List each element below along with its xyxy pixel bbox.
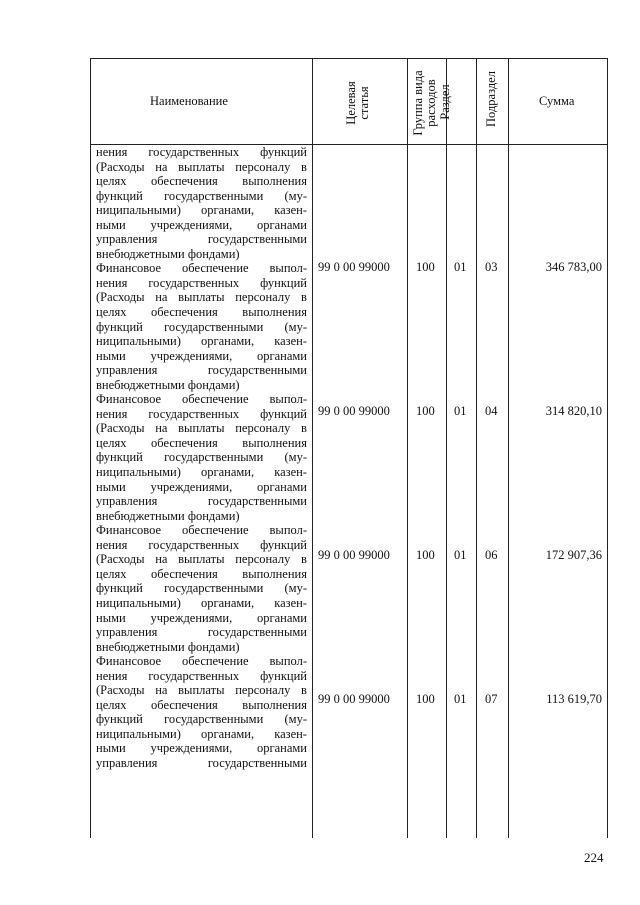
- col-divider-group: [407, 58, 408, 838]
- cell-subsection: 06: [485, 548, 498, 562]
- table-right-border: [607, 58, 608, 838]
- cell-section: 01: [454, 548, 467, 562]
- page-number: 224: [584, 850, 604, 865]
- header-section: Раздел: [438, 84, 452, 120]
- cell-section: 01: [454, 260, 467, 274]
- text-line: внебюджетными фондами): [96, 377, 240, 392]
- text-line: нения государственных функций: [96, 145, 307, 159]
- header-sum: Сумма: [539, 94, 575, 108]
- header-target: Целевая статья: [344, 81, 371, 125]
- col-divider-subsection: [476, 58, 477, 838]
- cell-target: 99 0 00 99000: [318, 548, 390, 562]
- text-line: нения государственных функций: [96, 406, 307, 421]
- text-line: ными учреждениями, органами: [96, 348, 307, 363]
- col-divider-section: [446, 58, 447, 838]
- cell-group: 100: [416, 548, 435, 562]
- cell-section: 01: [454, 692, 467, 706]
- text-line: ными учреждениями, органами: [96, 217, 307, 232]
- text-line: (Расходы на выплаты персоналу в: [96, 552, 307, 567]
- text-line: целях обеспечения выполнения: [96, 174, 307, 189]
- text-line: ниципальными) органами, казен-: [96, 334, 307, 349]
- text-line: (Расходы на выплаты персоналу в: [96, 683, 307, 698]
- text-line: (Расходы на выплаты персоналу в: [96, 159, 307, 174]
- text-line: (Расходы на выплаты персоналу в: [96, 290, 307, 305]
- cell-sum: 314 820,10: [545, 404, 602, 418]
- text-line: Финансовое обеспечение выпол-: [96, 261, 307, 276]
- text-line: функций государственными (му-: [96, 188, 307, 203]
- text-line: Финансовое обеспечение выпол-: [96, 523, 307, 538]
- row-block: [96, 392, 307, 523]
- text-line: управления государственными: [96, 625, 307, 640]
- text-line: нения государственных функций: [96, 537, 307, 552]
- header-subsection: Подраздел: [484, 71, 498, 127]
- col-divider-sum: [508, 58, 509, 838]
- text-line: управления государственными: [96, 232, 307, 247]
- table-left-border: [90, 58, 91, 838]
- table-top-border: [90, 58, 607, 59]
- text-line: (Расходы на выплаты персоналу в: [96, 421, 307, 436]
- text-line: целях обеспечения выполнения: [96, 305, 307, 320]
- text-line: целях обеспечения выполнения: [96, 435, 307, 450]
- text-line: ными учреждениями, органами: [96, 610, 307, 625]
- text-line: внебюджетными фондами): [96, 246, 240, 261]
- text-line: нения государственных функций: [96, 668, 307, 683]
- header-name: Наименование: [150, 94, 228, 108]
- text-line: ниципальными) органами, казен-: [96, 203, 307, 218]
- cell-group: 100: [416, 692, 435, 706]
- text-line: функций государственными (му-: [96, 712, 307, 727]
- text-line: целях обеспечения выполнения: [96, 697, 307, 712]
- cell-subsection: 03: [485, 260, 498, 274]
- text-line: ниципальными) органами, казен-: [96, 465, 307, 480]
- text-line: нения государственных функций: [96, 275, 307, 290]
- text-line: управления государственными: [96, 494, 307, 509]
- text-line: Финансовое обеспечение выпол-: [96, 392, 307, 407]
- cell-section: 01: [454, 404, 467, 418]
- cell-subsection: 04: [485, 404, 498, 418]
- cell-target: 99 0 00 99000: [318, 404, 390, 418]
- text-line: управления государственными: [96, 363, 307, 378]
- cell-sum: 172 907,36: [545, 548, 602, 562]
- cell-target: 99 0 00 99000: [318, 692, 390, 706]
- text-line: управления государственными: [96, 755, 307, 770]
- text-line: целях обеспечения выполнения: [96, 566, 307, 581]
- text-line: функций государственными (му-: [96, 319, 307, 334]
- header-group: Группа вида расходов: [411, 70, 438, 136]
- name-column: [96, 145, 307, 771]
- row-block: [96, 523, 307, 654]
- text-line: внебюджетными фондами): [96, 508, 240, 523]
- text-line: функций государственными (му-: [96, 581, 307, 596]
- cell-group: 100: [416, 260, 435, 274]
- col-divider-target: [312, 58, 313, 838]
- text-line: ниципальными) органами, казен-: [96, 726, 307, 741]
- cell-group: 100: [416, 404, 435, 418]
- row-block: [96, 261, 307, 392]
- text-line: ными учреждениями, органами: [96, 479, 307, 494]
- cell-sum: 113 619,70: [546, 692, 602, 706]
- text-line: Финансовое обеспечение выпол-: [96, 654, 307, 669]
- text-line: ниципальными) органами, казен-: [96, 595, 307, 610]
- cell-target: 99 0 00 99000: [318, 260, 390, 274]
- row-block: [96, 654, 307, 770]
- text-line: функций государственными (му-: [96, 450, 307, 465]
- text-line: внебюджетными фондами): [96, 639, 240, 654]
- cell-sum: 346 783,00: [545, 260, 602, 274]
- cell-subsection: 07: [485, 692, 498, 706]
- text-line: ными учреждениями, органами: [96, 741, 307, 756]
- continuation-block: [96, 145, 307, 261]
